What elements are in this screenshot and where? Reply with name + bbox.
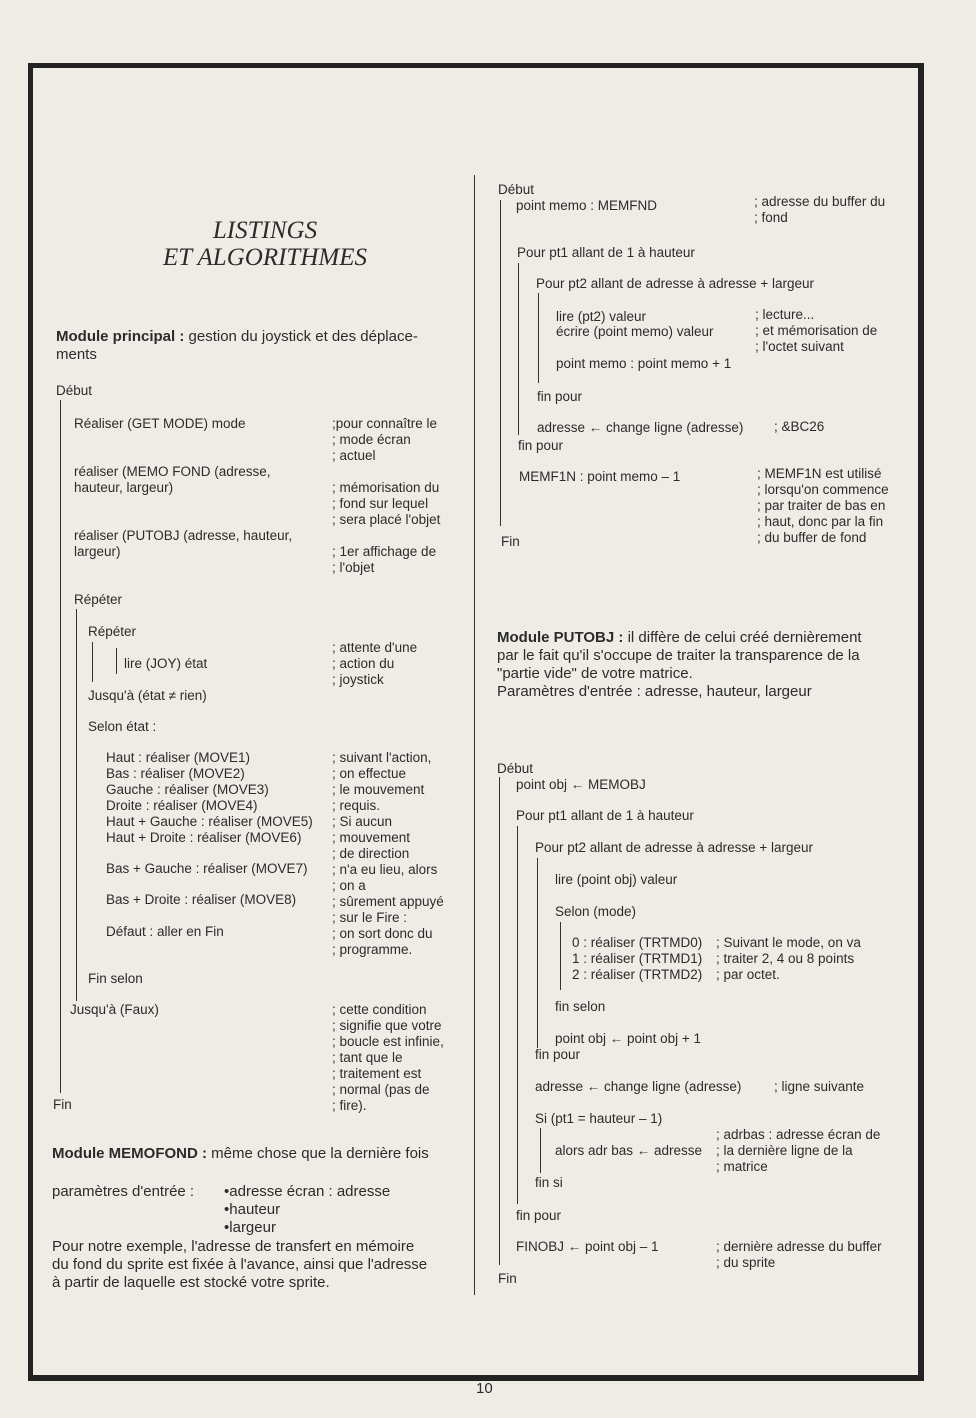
code-line: Pour pt2 allant de adresse à adresse + largeur <box>536 276 815 291</box>
mode-block <box>572 935 702 983</box>
comment-line: ; lorsqu'on commence <box>757 482 889 497</box>
debut-label: Début <box>498 182 535 197</box>
code-line: Jusqu'à (Faux) <box>70 1002 159 1017</box>
comment-block <box>332 544 436 576</box>
code-line: Selon état : <box>88 719 157 734</box>
comment-block <box>332 416 437 464</box>
comment-line: ; l'octet suivant <box>755 339 844 354</box>
code-line: réaliser (PUTOBJ (adresse, hauteur, <box>74 528 293 543</box>
block-bar <box>518 263 519 435</box>
code-line: lire (point obj) valeur <box>555 872 678 887</box>
heading-bold: Module PUTOBJ : <box>497 629 624 646</box>
column-divider <box>474 175 475 1295</box>
comment-line: ; on effectue <box>332 766 407 781</box>
code-line: point memo : point memo + 1 <box>556 356 732 371</box>
case-line: Haut + Droite : réaliser (MOVE6) <box>106 830 302 845</box>
heading-rest: gestion du joystick et des déplace- <box>184 328 418 345</box>
comment-line: ; matrice <box>716 1159 768 1174</box>
paragraph-line: "partie vide" de votre matrice. <box>497 665 693 682</box>
comment-line: ; programme. <box>332 942 413 957</box>
code-line: Jusqu'à (état ≠ rien) <box>88 688 207 703</box>
code-line: Si (pt1 = hauteur – 1) <box>535 1111 663 1126</box>
block-bar <box>500 200 501 526</box>
comment-block <box>332 1002 444 1114</box>
comment-line: ; boucle est infinie, <box>332 1034 444 1049</box>
comment-line: ; traiter 2, 4 ou 8 points <box>716 951 855 966</box>
comment-block <box>757 466 889 546</box>
block-bar <box>538 293 539 383</box>
paragraph-line: à partir de laquelle est stocké votre sprite. <box>52 1274 330 1291</box>
comment-line: ; sur le Fire : <box>332 910 408 925</box>
block-bar <box>116 648 117 674</box>
comment-line: ; ligne suivante <box>774 1079 865 1094</box>
code-line: fin pour <box>516 1208 562 1223</box>
comment-line: ; du sprite <box>716 1255 776 1270</box>
comment-line: ; requis. <box>332 798 381 813</box>
debut-label: Début <box>497 761 534 776</box>
paragraph-line: par le fait qu'il s'occupe de traiter la transparence de la <box>497 647 860 664</box>
comment-line: ;pour connaître le <box>332 416 438 431</box>
comment-line: ; par traiter de bas en <box>757 498 886 513</box>
comment-line: ; fire). <box>332 1098 367 1113</box>
comment-line: ; de direction <box>332 846 410 861</box>
block-bar <box>92 642 93 682</box>
comment-line: ; signifie que votre <box>332 1018 442 1033</box>
mode-line: 0 : réaliser (TRTMD0) <box>572 935 703 950</box>
comment-line: ; n'a eu lieu, alors <box>332 862 438 877</box>
block-bar <box>76 609 77 1001</box>
code-line: adresse ← change ligne (adresse) <box>535 1079 742 1094</box>
case-block <box>106 750 313 846</box>
heading-bold: Module principal : <box>56 328 185 345</box>
memofond-heading <box>52 1145 429 1163</box>
case-line: Gauche : réaliser (MOVE3) <box>106 782 269 797</box>
mode-line: 1 : réaliser (TRTMD1) <box>572 951 703 966</box>
code-line: fin selon <box>555 999 606 1014</box>
explanation-paragraph <box>52 1238 427 1292</box>
comment-line: ; dernière adresse du buffer <box>716 1239 882 1254</box>
code-line: point obj ← point obj + 1 <box>555 1031 701 1046</box>
comment-line: ; l'objet <box>332 560 375 575</box>
comment-line: ; et mémorisation de <box>755 323 878 338</box>
params-list <box>224 1183 390 1237</box>
block-bar <box>60 400 61 1093</box>
code-line: fin pour <box>537 389 583 404</box>
code-line: Réaliser (GET MODE) mode <box>74 416 246 431</box>
comment-line: ; action du <box>332 656 395 671</box>
comment-line: ; sûrement appuyé <box>332 894 444 909</box>
paragraph-line: Pour notre exemple, l'adresse de transfert en mémoire <box>52 1238 415 1255</box>
code-line: Pour pt2 allant de adresse à adresse + largeur <box>535 840 814 855</box>
case-line: Bas : réaliser (MOVE2) <box>106 766 245 781</box>
case-line: Haut + Gauche : réaliser (MOVE5) <box>106 814 313 829</box>
comment-line: ; normal (pas de <box>332 1082 430 1097</box>
debut-label: Début <box>56 383 93 398</box>
case-line: Bas + Gauche : réaliser (MOVE7) <box>106 861 308 876</box>
comment-line: ; du buffer de fond <box>757 530 867 545</box>
title-line-2: ET ALGORITHMES <box>163 244 367 271</box>
title-line-1: LISTINGS <box>212 217 318 244</box>
putobj-description <box>497 647 860 701</box>
block-bar <box>537 858 538 1048</box>
comment-line: ; mode écran <box>332 432 411 447</box>
comment-line: ; on sort donc du <box>332 926 433 941</box>
heading-bold: Module MEMOFOND : <box>52 1145 207 1162</box>
code-line: largeur) <box>74 544 121 559</box>
case-line: Défaut : aller en Fin <box>106 924 224 939</box>
comment-block <box>716 935 861 983</box>
comment-block <box>755 307 877 355</box>
case-line: Bas + Droite : réaliser (MOVE8) <box>106 892 297 907</box>
code-line: Fin <box>501 534 520 549</box>
comment-line: ; fond sur lequel <box>332 496 429 511</box>
block-bar <box>540 1128 541 1173</box>
comment-block <box>332 480 440 528</box>
comment-line: ; adrbas : adresse écran de <box>716 1127 881 1142</box>
code-line: FINOBJ ← point obj – 1 <box>516 1239 659 1254</box>
mode-line: 2 : réaliser (TRTMD2) <box>572 967 703 982</box>
code-line: Fin <box>53 1097 72 1112</box>
param-item: • hauteur <box>224 1201 390 1219</box>
main-module-heading <box>56 328 418 346</box>
comment-line: ; MEMF1N est utilisé <box>757 466 882 481</box>
comment-line: ; suivant l'action, <box>332 750 432 765</box>
comment-line: ; joystick <box>332 672 384 687</box>
param-item: • adresse écran : adresse <box>224 1183 390 1201</box>
comment-line: ; par octet. <box>716 967 780 982</box>
comment-line: ; le mouvement <box>332 782 425 797</box>
comment-line: ; sera placé l'objet <box>332 512 441 527</box>
comment-line: ; Si aucun <box>332 814 393 829</box>
comment-line: ; tant que le <box>332 1050 403 1065</box>
comment-block <box>716 1239 882 1271</box>
comment-line: ; la dernière ligne de la <box>716 1143 853 1158</box>
comment-line: ; haut, donc par la fin <box>757 514 884 529</box>
comment-line: ; mémorisation du <box>332 480 440 495</box>
comment-block <box>754 194 885 226</box>
page-title <box>150 217 380 271</box>
comment-line: ; mouvement <box>332 830 411 845</box>
code-line: écrire (point memo) valeur <box>556 324 714 339</box>
params-label: paramètres d'entrée : <box>52 1183 195 1200</box>
comment-line: ; adresse du buffer du <box>754 194 886 209</box>
heading-line-2: ments <box>56 346 97 363</box>
comment-block <box>716 1127 880 1175</box>
comment-line: ; cette condition <box>332 1002 427 1017</box>
code-line: Selon (mode) <box>555 904 637 919</box>
heading-rest: il diffère de celui créé dernièrement <box>623 629 862 646</box>
block-bar <box>560 922 561 990</box>
code-line: fin pour <box>535 1047 581 1062</box>
code-line: réaliser (MEMO FOND (adresse, <box>74 464 271 479</box>
code-line: hauteur, largeur) <box>74 480 174 495</box>
code-line: point obj ← MEMOBJ <box>516 777 646 792</box>
code-line: fin pour <box>518 438 564 453</box>
code-line: Fin <box>498 1271 517 1286</box>
block-bar <box>499 777 500 1265</box>
block-bar <box>517 826 518 1204</box>
comment-block <box>332 750 444 958</box>
comment-line: ; on a <box>332 878 366 893</box>
code-line: fin si <box>535 1175 563 1190</box>
repeat-label: Répéter <box>88 624 137 639</box>
code-line: Pour pt1 allant de 1 à hauteur <box>517 245 695 260</box>
code-line: Pour pt1 allant de 1 à hauteur <box>516 808 694 823</box>
comment-line: ; Suivant le mode, on va <box>716 935 861 950</box>
page-number: 10 <box>476 1380 493 1397</box>
heading-rest: même chose que la dernière fois <box>206 1145 429 1162</box>
case-line: Droite : réaliser (MOVE4) <box>106 798 258 813</box>
code-line: alors adr bas ← adresse <box>555 1143 703 1158</box>
code-line: adresse ← change ligne (adresse) <box>537 420 744 435</box>
comment-line: ; 1er affichage de <box>332 544 437 559</box>
code-line: MEMF1N : point memo – 1 <box>519 469 681 484</box>
comment-block <box>332 640 417 688</box>
putobj-heading <box>497 629 862 647</box>
code-line: Fin selon <box>88 971 143 986</box>
paragraph-line: Paramètres d'entrée : adresse, hauteur, largeur <box>497 683 812 700</box>
comment-line: ; fond <box>754 210 788 225</box>
comment-line: ; attente d'une <box>332 640 418 655</box>
paragraph-line: du fond du sprite est fixée à l'avance, ainsi que l'adresse <box>52 1256 428 1273</box>
comment-line: ; lecture... <box>755 307 815 322</box>
case-line: Haut : réaliser (MOVE1) <box>106 750 251 765</box>
code-line: point memo : MEMFND <box>516 198 658 213</box>
code-line: lire (JOY) état <box>124 656 208 671</box>
repeat-label: Répéter <box>74 592 123 607</box>
param-item: • largeur <box>224 1219 390 1237</box>
comment-line: ; &BC26 <box>774 419 825 434</box>
comment-line: ; actuel <box>332 448 376 463</box>
comment-line: ; traitement est <box>332 1066 422 1081</box>
code-line: lire (pt2) valeur <box>556 309 647 324</box>
